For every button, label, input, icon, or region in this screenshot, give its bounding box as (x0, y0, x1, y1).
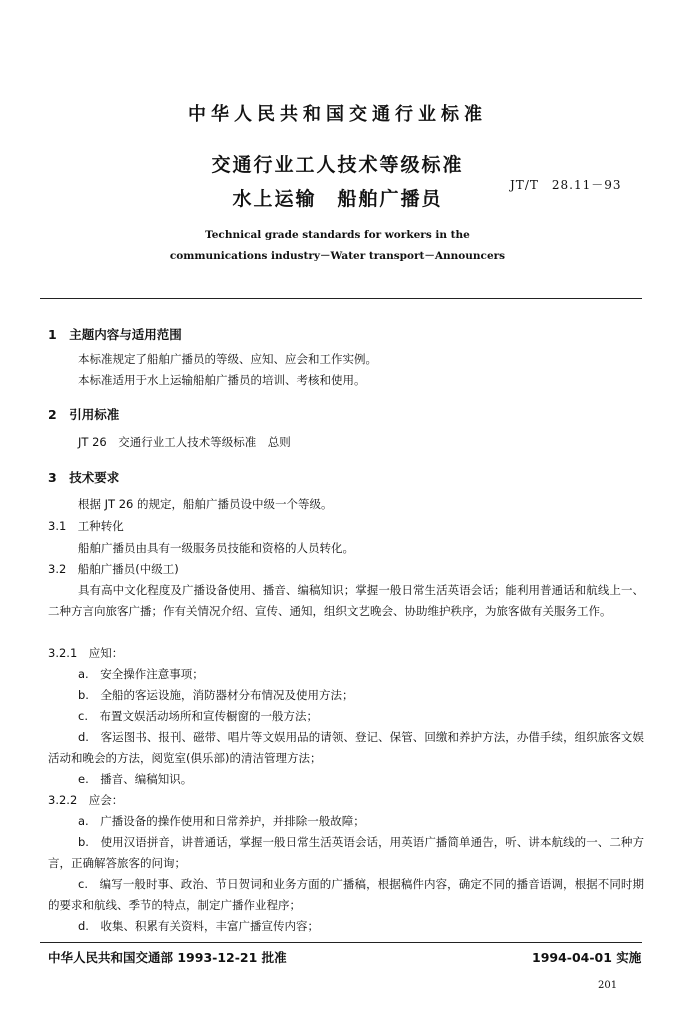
implementation-date: 1994-04-01 实施 (532, 950, 642, 965)
item-3-2-1-e: e. 播音、编稿知识。 (78, 772, 193, 786)
page-number: 201 (598, 980, 618, 991)
item-3-2-2-a: a. 广播设备的操作使用和日常养护，并排除一般故障； (78, 814, 365, 828)
standard-category-header: 中华人民共和国交通行业标准 (188, 104, 487, 125)
section-1-heading: 1 主题内容与适用范围 (48, 327, 182, 342)
title-line-1: 交通行业工人技术等级标准 (211, 154, 464, 176)
standard-code: JT/T 28.11－93 (510, 178, 622, 192)
section-3-intro: 根据 JT 26 的规定，船舶广播员设中级一个等级。 (78, 497, 333, 511)
section-3-2-text: 具有高中文化程度及广播设备使用、播音、编稿知识；掌握一般日常生活英语会话；能利用普通话和航线上一、二种方言向旅客广播；作有关情况介绍、宣传、通知，组织文艺晚会、协助维护秩序，为旅客做有关服务工作。 (48, 583, 644, 618)
item-3-2-2-d: d. 收集、积累有关资料，丰富广播宣传内容； (78, 919, 319, 933)
english-title-line-2: communications industry－Water transport－Announcers (169, 250, 506, 262)
section-2-heading: 2 引用标准 (48, 407, 120, 422)
section-3-2-heading: 3.2 船舶广播员(中级工) (48, 562, 179, 576)
section-2-reference: JT 26 交通行业工人技术等级标准 总则 (78, 435, 291, 449)
section-3-2-1-heading: 3.2.1 应知： (48, 646, 124, 660)
section-3-2-2-heading: 3.2.2 应会： (48, 793, 124, 807)
top-divider (40, 298, 642, 299)
bottom-divider (40, 942, 642, 943)
item-3-2-1-d: d. 客运图书、报刊、磁带、唱片等文娱用品的请领、登记、保管、回缴和养护方法，办借手续，组织旅客文娱活动和晚会的方法，阅览室(俱乐部)的清洁管理方法； (48, 730, 644, 765)
section-1-paragraph-1: 本标准规定了船舶广播员的等级、应知、应会和工作实例。 (78, 352, 377, 366)
item-3-2-1-a: a. 安全操作注意事项； (78, 667, 204, 681)
title-line-2: 水上运输 船舶广播员 (232, 188, 443, 210)
item-3-2-1-b: b. 全船的客运设施，消防器材分布情况及使用方法； (78, 688, 354, 702)
item-3-2-2-c: c. 编写一般时事、政治、节日贺词和业务方面的广播稿，根据稿件内容，确定不同的播音语调，根据不同时期的要求和航线、季节的特点，制定广播作业程序； (48, 877, 644, 912)
section-3-1-heading: 3.1 工种转化 (48, 519, 124, 533)
section-3-heading: 3 技术要求 (48, 470, 120, 485)
item-3-2-1-c: c. 布置文娱活动场所和宣传橱窗的一般方法； (78, 709, 318, 723)
section-1-paragraph-2: 本标准适用于水上运输船舶广播员的培训、考核和使用。 (78, 373, 366, 387)
approval-date: 中华人民共和国交通部 1993-12-21 批准 (48, 950, 287, 965)
item-3-2-2-b: b. 使用汉语拼音，讲普通话，掌握一般日常生活英语会话，用英语广播简单通告，听、讲本航线的一、二种方言，正确解答旅客的问询； (48, 835, 644, 870)
section-3-1-text: 船舶广播员由具有一级服务员技能和资格的人员转化。 (78, 541, 354, 555)
english-title-line-1: Technical grade standards for workers in the (205, 229, 470, 241)
